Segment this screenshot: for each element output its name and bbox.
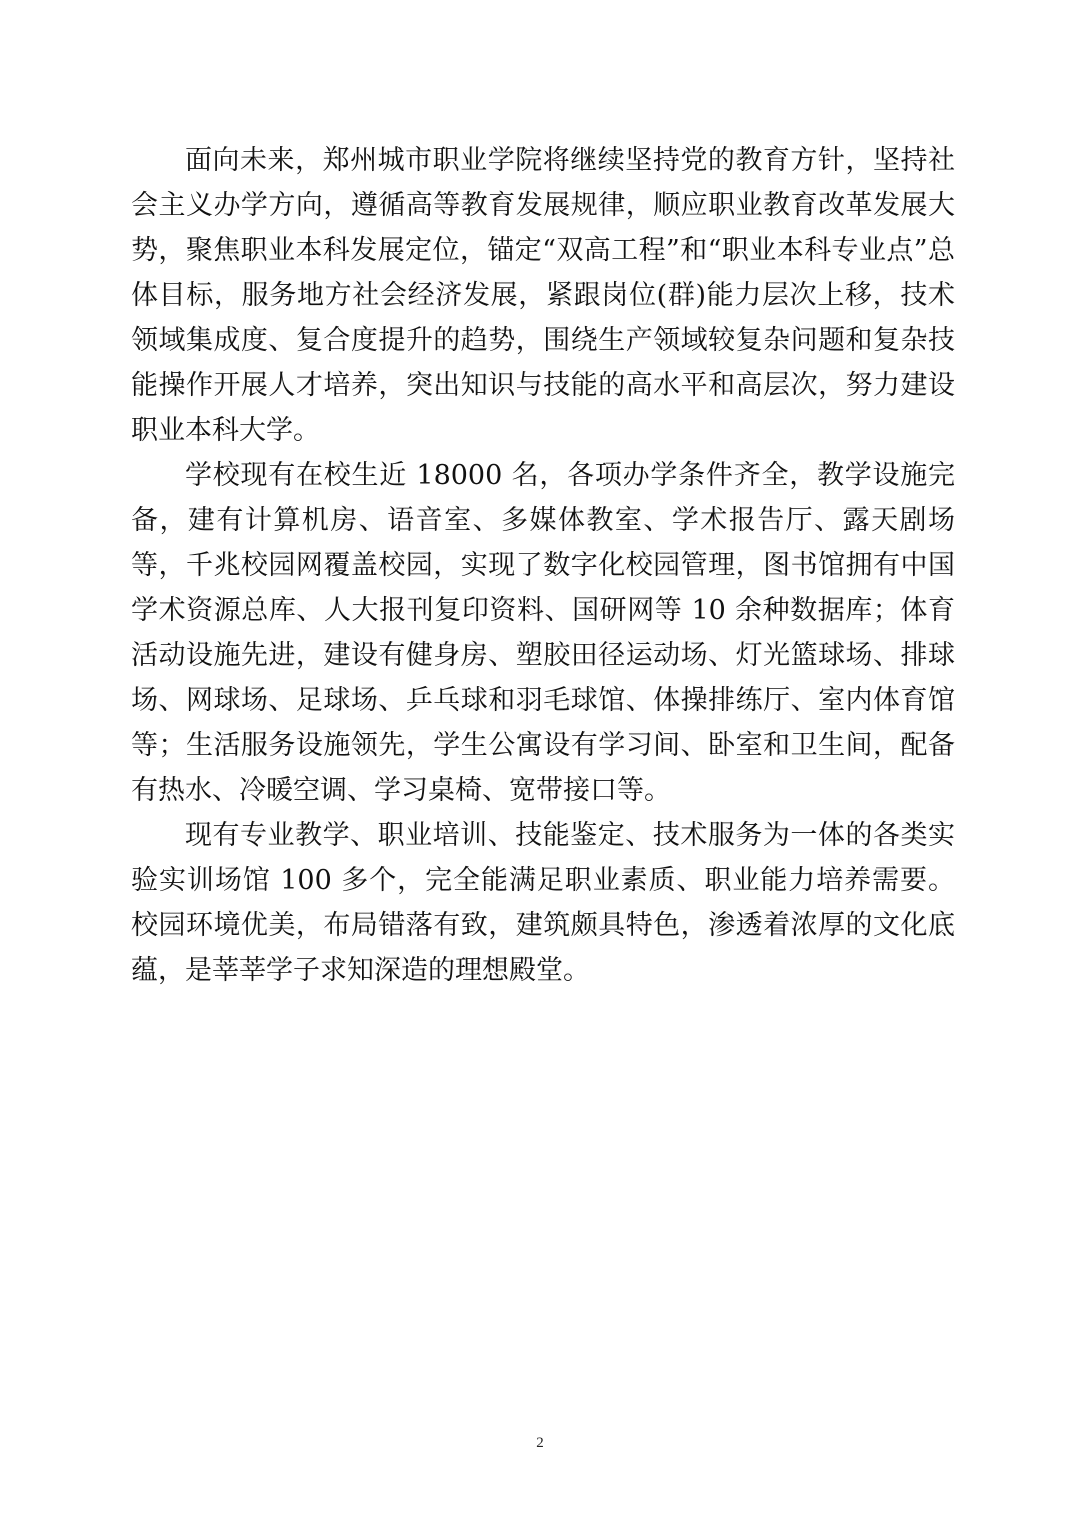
body-text [131, 138, 955, 993]
page-number: 2 [536, 1435, 544, 1451]
paragraph-campus-facilities: 学校现有在校生近 18000 名，各项办学条件齐全，教学设施完备，建有计算机房、语音室、多媒体教室、学术报告厅、露天剧场等，千兆校园网覆盖校园，实现了数字化校园管理，图书馆拥有中国学术资源总库、人大报刊复印资料、国研网等 10 余种数据库；体育活动设施先进，建设有健身房、塑胶田径运动场、灯光篮球场、排球场、网球场、足球场、乒乓球和羽毛球馆、体操排练厅、室内体育馆等；生活服务设施领先，学生公寓设有学习间、卧室和卫生间，配备有热水、冷暖空调、学习桌椅、宽带接口等。 [131, 460, 955, 806]
paragraph-future-goals: 面向未来，郑州城市职业学院将继续坚持党的教育方针，坚持社会主义办学方向，遵循高等教育发展规律，顺应职业教育改革发展大势，聚焦职业本科发展定位，锚定“双高工程”和“职业本科专业点”总体目标，服务地方社会经济发展，紧跟岗位(群)能力层次上移，技术领域集成度、复合度提升的趋势，围绕生产领域较复杂问题和复杂技能操作开展人才培养，突出知识与技能的高水平和高层次，努力建设职业本科大学。 [131, 145, 955, 446]
paragraph-training-venues: 现有专业教学、职业培训、技能鉴定、技术服务为一体的各类实验实训场馆 100 多个，完全能满足职业素质、职业能力培养需要。校园环境优美，布局错落有致，建筑颇具特色，渗透着浓厚的文化底蕴，是莘莘学子求知深造的理想殿堂。 [131, 820, 955, 986]
